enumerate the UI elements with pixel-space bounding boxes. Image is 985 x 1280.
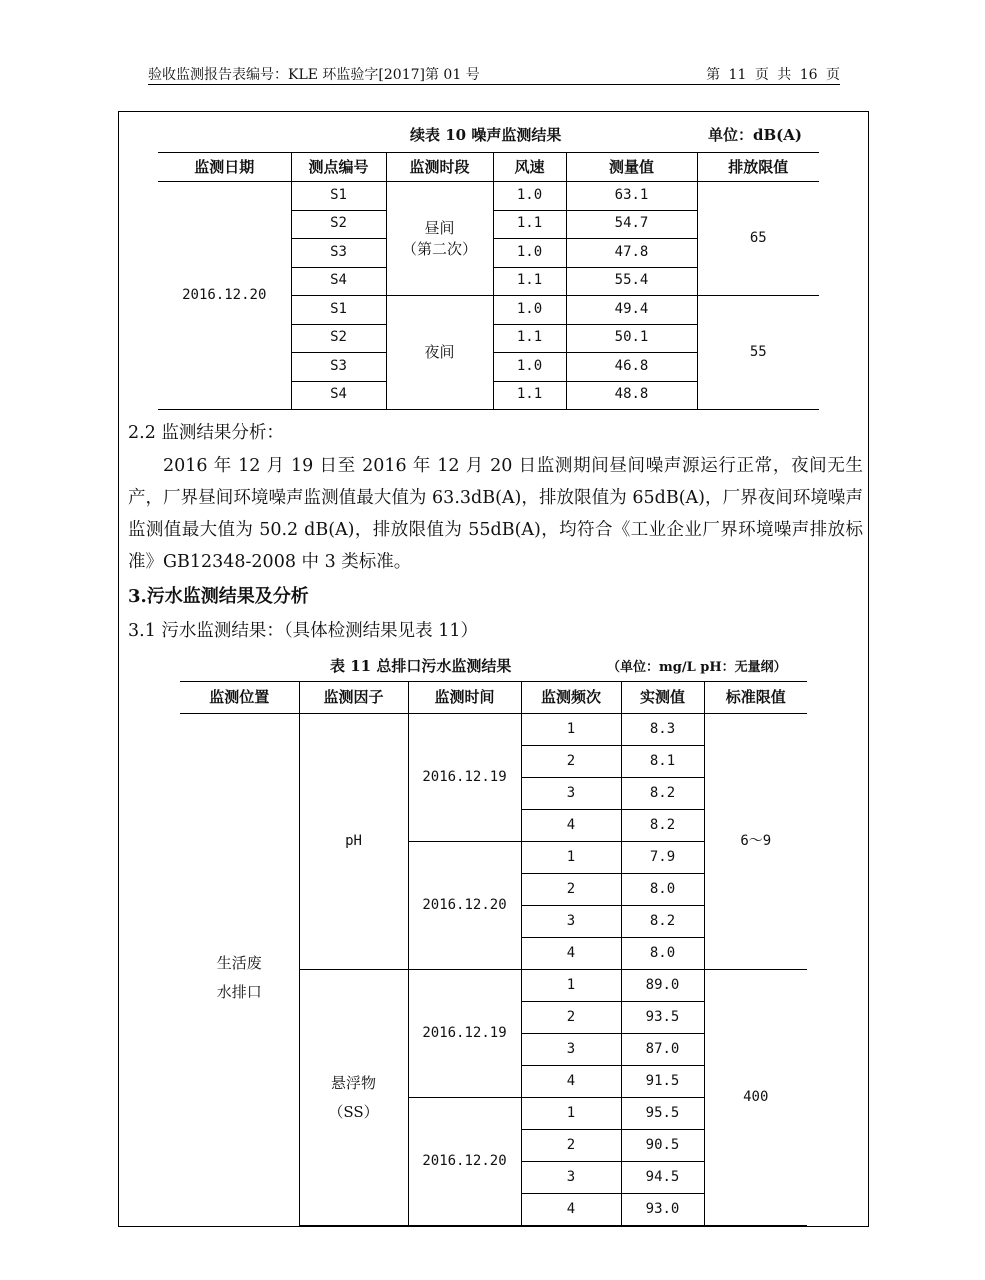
measured-value: 91.5 [621, 1066, 704, 1098]
measured-value: 54.7 [566, 210, 697, 239]
frequency: 2 [521, 1002, 621, 1034]
frequency: 4 [521, 810, 621, 842]
frequency: 1 [521, 714, 621, 746]
measured-value: 93.5 [621, 1002, 704, 1034]
frequency: 2 [521, 1130, 621, 1162]
analysis-heading: 2.2 监测结果分析： [128, 423, 284, 443]
page-header [148, 62, 840, 85]
report-number: 验收监测报告表编号：KLE 环监验字[2017]第 01 号 [148, 67, 480, 83]
measured-value: 8.0 [621, 874, 704, 906]
measured-value: 8.2 [621, 906, 704, 938]
measured-value: 89.0 [621, 970, 704, 1002]
point-id: S1 [291, 296, 386, 325]
ph-limit: 6～9 [704, 714, 807, 970]
col-header: 测点编号 [291, 153, 386, 182]
sewage-table-unit: （单位：mg/L pH：无量纲） [607, 660, 787, 675]
monitor-time: 2016.12.19 [408, 714, 521, 842]
frequency: 4 [521, 938, 621, 970]
sewage-table-caption: 表 11 总排口污水监测结果 [330, 657, 512, 675]
frequency: 3 [521, 778, 621, 810]
wind-speed: 1.1 [493, 210, 566, 239]
section-subtitle: 3.1 污水监测结果：（具体检测结果见表 11） [128, 621, 478, 641]
measured-value: 48.8 [566, 381, 697, 410]
point-id: S3 [291, 239, 386, 268]
point-id: S1 [291, 182, 386, 211]
wind-speed: 1.0 [493, 353, 566, 382]
measured-value: 8.1 [621, 746, 704, 778]
frequency: 1 [521, 970, 621, 1002]
monitor-time: 2016.12.20 [408, 842, 521, 970]
sewage-table [180, 681, 807, 1226]
point-id: S3 [291, 353, 386, 382]
col-header: 风速 [493, 153, 566, 182]
night-limit: 55 [697, 296, 819, 410]
monitor-location: 生活废 水排口 [180, 714, 299, 1226]
measured-value: 49.4 [566, 296, 697, 325]
night-period: 夜间 [386, 296, 493, 410]
frequency: 3 [521, 906, 621, 938]
point-id: S4 [291, 381, 386, 410]
col-header: 标准限值 [704, 682, 807, 714]
monitor-time: 2016.12.20 [408, 1098, 521, 1226]
col-header: 实测值 [621, 682, 704, 714]
col-header: 监测位置 [180, 682, 299, 714]
frequency: 2 [521, 746, 621, 778]
point-id: S2 [291, 210, 386, 239]
measured-value: 94.5 [621, 1162, 704, 1194]
measured-value: 55.4 [566, 267, 697, 296]
wind-speed: 1.0 [493, 296, 566, 325]
day-limit: 65 [697, 182, 819, 296]
frequency: 2 [521, 874, 621, 906]
col-header: 测量值 [566, 153, 697, 182]
col-header: 监测频次 [521, 682, 621, 714]
frequency: 4 [521, 1194, 621, 1226]
section-title: 3.污水监测结果及分析 [128, 586, 309, 607]
point-id: S2 [291, 324, 386, 353]
measured-value: 95.5 [621, 1098, 704, 1130]
measured-value: 8.0 [621, 938, 704, 970]
col-header: 监测时段 [386, 153, 493, 182]
frequency: 1 [521, 1098, 621, 1130]
noise-table [158, 152, 819, 410]
wind-speed: 1.0 [493, 239, 566, 268]
col-header: 监测因子 [299, 682, 408, 714]
wind-speed: 1.1 [493, 381, 566, 410]
measured-value: 93.0 [621, 1194, 704, 1226]
col-header: 排放限值 [697, 153, 819, 182]
page-number: 第 11 页 共 16 页 [706, 67, 840, 83]
measured-value: 7.9 [621, 842, 704, 874]
monitor-date: 2016.12.20 [158, 182, 291, 410]
analysis-body: 2016 年 12 月 19 日至 2016 年 12 月 20 日监测期间昼间噪声源运行正常，夜间无生产，厂界昼间环境噪声监测值最大值为 63.3dB(A)，排放限值为 65dB(A)，厂界夜间环境噪声监测值最大值为 50.2 dB(A)，排放限值为 55dB(A)，均符合《工业企业厂界环境噪声排放标准》GB12348-2008 中 3 类标准。 [128, 456, 863, 573]
ss-limit: 400 [704, 970, 807, 1226]
noise-table-unit: 单位：dB(A) [708, 126, 802, 144]
measured-value: 47.8 [566, 239, 697, 268]
measured-value: 8.3 [621, 714, 704, 746]
frequency: 3 [521, 1034, 621, 1066]
measured-value: 8.2 [621, 810, 704, 842]
day-period: 昼间 （第二次） [386, 182, 493, 296]
col-header: 监测时间 [408, 682, 521, 714]
monitor-time: 2016.12.19 [408, 970, 521, 1098]
frequency: 3 [521, 1162, 621, 1194]
factor-ph: pH [299, 714, 408, 970]
frequency: 1 [521, 842, 621, 874]
wind-speed: 1.1 [493, 267, 566, 296]
frequency: 4 [521, 1066, 621, 1098]
measured-value: 50.1 [566, 324, 697, 353]
wind-speed: 1.1 [493, 324, 566, 353]
measured-value: 90.5 [621, 1130, 704, 1162]
measured-value: 63.1 [566, 182, 697, 211]
measured-value: 46.8 [566, 353, 697, 382]
measured-value: 8.2 [621, 778, 704, 810]
col-header: 监测日期 [158, 153, 291, 182]
noise-table-caption: 续表 10 噪声监测结果 [410, 126, 562, 144]
point-id: S4 [291, 267, 386, 296]
factor-ss: 悬浮物 （SS） [299, 970, 408, 1226]
measured-value: 87.0 [621, 1034, 704, 1066]
wind-speed: 1.0 [493, 182, 566, 211]
